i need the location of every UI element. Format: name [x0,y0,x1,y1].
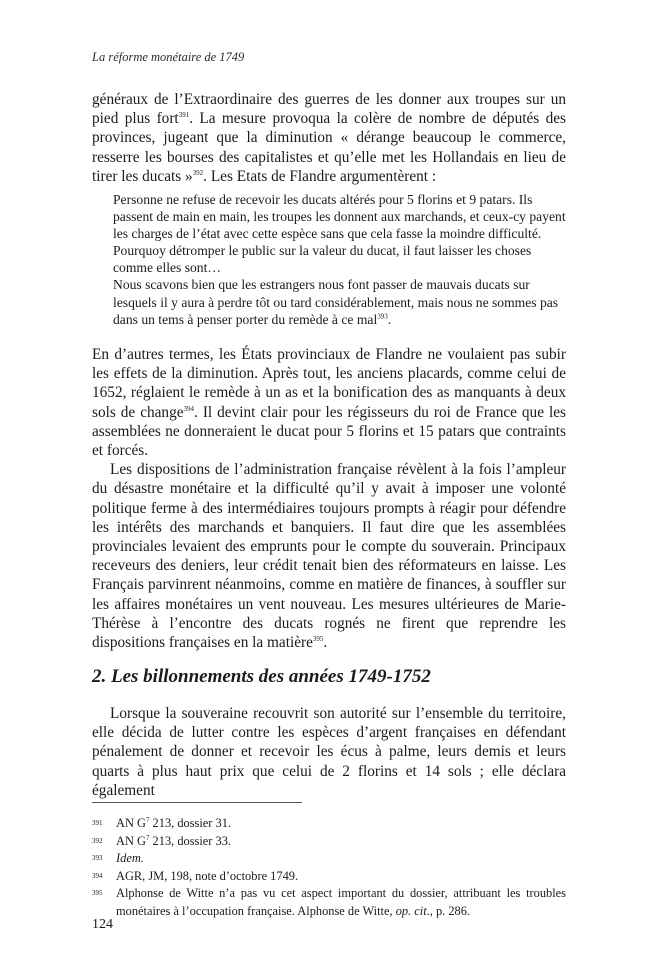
footnote-divider [92,802,302,803]
footnotes [92,815,566,921]
footnote-393: 393 Idem. [92,851,144,866]
footnote-391: 391 AN $G^7$ 213, dossier 31. [92,815,232,830]
footnote-ref-392[interactable]: 392 [192,168,204,177]
page-number: 124 [92,917,113,932]
footnote-ref-395[interactable]: 395 [312,634,324,643]
paragraph-3: Les dispositions de l’administration française révèlent à la fois l’ampleur du désastre monétaire et la difficulté qu’il y avait à imposer une volonté politique ferme à des intermédiaires toujours prompts à réagir pour défendre les intérêts des marchands et banquiers. Il faut dire que les assemblées provinciales levaient des emprunts pour le compte du souverain. Principaux receveurs des deniers, leur crédit tenait bien des réformateurs en laisse. Les Français parvinrent néanmoins, comme en matière de finances, à souffler sur les affaires monétaires un vent nouveau. Les mesures ultérieures de Marie-Thérèse à l’encontre des ducats rognés ne firent que reprendre les dispositions françaises en la matière$^{395}$. [92,461,566,652]
footnote-395: 395 Alphonse de Witte n’a pas vu cet aspect important du dossier, attribuant les troubles monétaires à l’occupation française. Alphonse de Witte, op. cit., p. 286. [92,886,566,918]
quote-paragraph-2: Nous scavons bien que les estrangers nous font passer de mauvais ducats sur lesquels il y aura à perdre tôt ou tard considérablement, mais nous ne sommes pas dans un tems à penser porter du remède à ce mal$^{393}$. [113,277,559,327]
block-quote [113,191,566,328]
footnote-ref-394[interactable]: 394 [183,404,195,413]
paragraph-4: Lorsque la souveraine recouvrit son autorité sur l’ensemble du territoire, elle décida de lutter contre les espèces d’argent françaises en défendant pénalement de donner et recevoir les écus à palme, leurs demis et leurs quarts à plus haut prix que celui de 2 florins et 14 sols ; elle déclara également [92,705,566,799]
footnote-ref-393[interactable]: 393 [377,312,388,321]
footnote-394: 394 AGR, JM, 198, note d’octobre 1749. [92,868,299,883]
section-heading: 2. Les billonnements des années 1749-1752 [92,666,431,687]
paragraph-2: En d’autres termes, les États provinciaux de Flandre ne voulaient pas subir les effets de la diminution. Après tout, les anciens placards, comme celui de 1652, réglaient le remède à un as et la bonification des as manquants à deux sols de change$^{394}$. Il devint clair pour les régisseurs du roi de France que les assemblées ne donneraient le ducat pour 5 florins et 15 patars que contraints et forcés. Les dispositions de l’administration française révèlent à la fois l’ampleur du désastre monétaire et la difficulté qu’il y avait à imposer une volonté politique ferme à des intermédiaires toujours prompts à réagir pour défendre les intérêts des marchands et banquiers. Il faut dire que les assemblées provinciales levaient des emprunts pour le compte du souverain. Principaux receveurs des deniers, leur crédit tenait bien des réformateurs en laisse. Les Français parvinrent néanmoins, comme en matière de finances, à souffler sur les affaires monétaires un vent nouveau. Les mesures ultérieures de Marie-Thérèse à l’encontre des ducats rognés ne firent que reprendre les dispositions françaises en la matière$^{395}$. [92,346,566,652]
footnote-ref-391[interactable]: 391 [178,111,190,120]
quote-paragraph-1: Personne ne refuse de recevoir les ducats altérés pour 5 florins et 9 patars. Ils passent de main en main, les troupes les donnent aux marchands, et ceux-cy payent les charges de l’état avec cette espèce sans que cela fasse la moindre difficulté. Pourquoy détromper le public sur la valeur du ducat, il faut laisser les choses comme elles sont… [113,192,566,276]
running-head: La réforme monétaire de 1749 [92,50,245,64]
paragraph-1: généraux de l’Extraordinaire des guerres de les donner aux troupes sur un pied plus fort$^{391}$. La mesure provoqua la colère de nombre de députés des provinces, jugeant que la diminution « dérange beaucoup le commerce, resserre les bourses des capitalistes et qu’elle met les Hollandais en lieu de tirer les ducats »$^{392}$. Les Etats de Flandre argumentèrent : [92,91,566,185]
footnote-392: 392 AN $G^7$ 213, dossier 33. [92,833,232,848]
